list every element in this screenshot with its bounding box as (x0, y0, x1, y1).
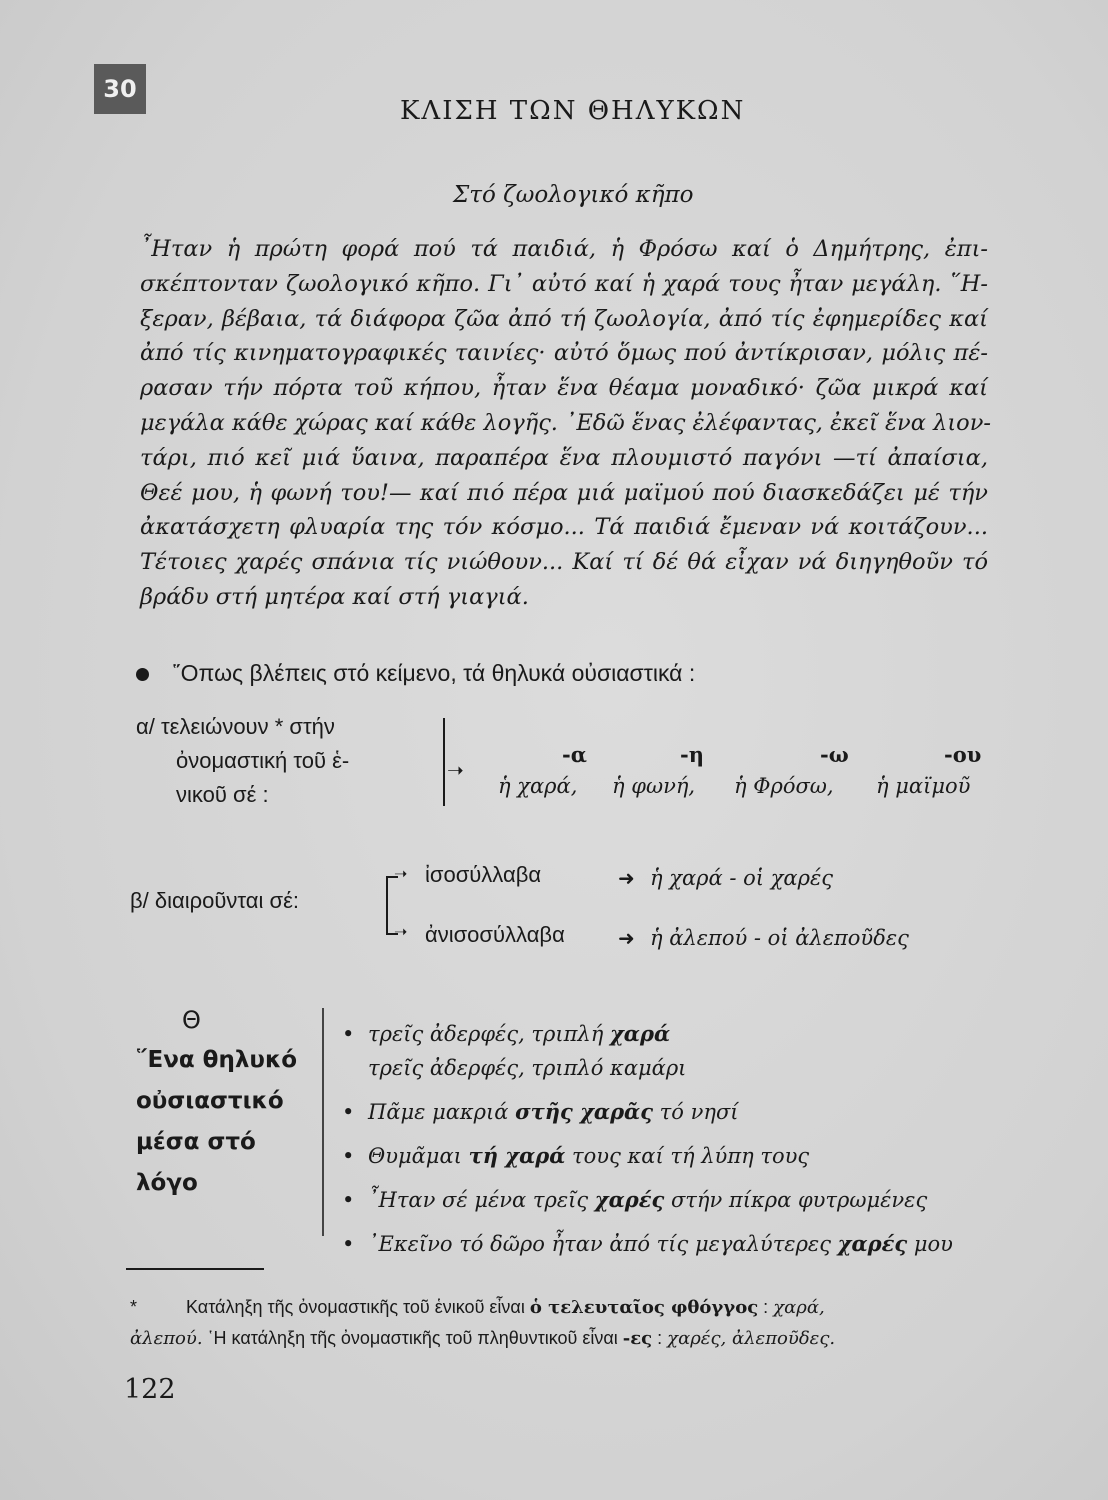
usage-heading-line: μέσα στό (136, 1129, 256, 1155)
section-a-line: ὀνομαστική τοῦ ἑ- (176, 748, 350, 773)
story-line: ἀκατάσχετη φλυαρία της τόν κόσμο... Τά παιδιά ἔμεναν νά κοιτάζουν... (140, 514, 988, 541)
bullet-dot-icon (136, 668, 149, 681)
usage-heading (136, 1040, 297, 1204)
story-line: ῏Ηταν ἡ πρώτη φορά πού τά παιδιά, ἡ Φρόσω καί ὁ Δημήτρης, ἐπι- (140, 236, 988, 262)
story-line: ρασαν τήν πόρτα τοῦ κήπου, ἦταν ἕνα θέαμα μοναδικό· ζῶα μικρά καί (140, 375, 988, 402)
story-line: ξεραν, βέβαια, τά διάφορα ζῶα ἀπό τή ζωολογία, ἀπό τίς ἐφημερίδες καί (140, 305, 988, 332)
footnote-rule (126, 1268, 264, 1270)
story-line: Θεέ μου, ἡ φωνή του!— καί πιό πέρα μιά μαϊμού πού διασκεδάζει μέ τήν (140, 479, 988, 506)
story-line: μεγάλα κάθε χώρας καί κάθε λογῆς. ᾿Εδῶ ἕνας ἐλέφαντας, ἐκεῖ ἕνα λιον- (140, 409, 991, 436)
footnote (130, 1292, 976, 1354)
section-b-bracket (386, 876, 388, 934)
usage-heading-line: οὐσιαστικό (136, 1088, 284, 1114)
theta-symbol: Θ (182, 1006, 201, 1034)
usage-example: • τρεῖς ἀδερφές, τριπλή χαρά (342, 1021, 671, 1046)
ending-o: -ω (820, 742, 849, 767)
usage-example: • Πᾶμε μακριά στῆς χαρᾶς τό νησί (342, 1099, 739, 1124)
isosyllaba-term: ἰσοσύλλαβα (425, 862, 542, 887)
section-a-label (136, 710, 349, 812)
arrow-right-icon: ➜ (618, 866, 635, 890)
story-line: τάρι, πιό κεῖ μιά ὕαινα, παραπέρα ἕνα πλουμιστό παγόνι —τί ἀπαίσια, (140, 444, 988, 471)
section-a-line: νικοῦ σέ : (176, 782, 269, 807)
arrow-right-icon: ➝ (447, 758, 464, 782)
usage-example: • Θυμᾶμαι τή χαρά τους καί τή λύπη τους (342, 1143, 810, 1168)
usage-heading-line: ῞Ενα θηλυκό (136, 1047, 298, 1073)
section-a-line: α/ τελειώνουν * στήν (136, 714, 335, 739)
story-title: Στό ζωολογικό κῆπο (453, 182, 694, 208)
story-line: βράδυ στή μητέρα καί στή γιαγιά. (140, 583, 529, 610)
story-line: Τέτοιες χαρές σπάνια τίς νιώθουν... Καί τί δέ θά εἶχαν νά διηγηθοῦν τό (140, 549, 988, 576)
isosyllaba-example: ἡ χαρά - οἱ χαρές (650, 866, 833, 890)
usage-examples (342, 1012, 953, 1266)
anisosyllaba-example: ἡ ἀλεπού - οἱ ἀλεποῦδες (650, 926, 909, 950)
example-ou: ἡ μαϊμοῦ (876, 774, 971, 798)
usage-example: • ᾿Εκεῖνο τό δῶρο ἦταν ἀπό τίς μεγαλύτερες χαρές μου (342, 1231, 953, 1256)
rules-intro-text: ῞Οπως βλέπεις στό κείμενο, τά θηλυκά οὐσιαστικά : (173, 660, 696, 686)
page-badge: 30 (94, 64, 146, 114)
usage-divider (322, 1008, 324, 1236)
anisosyllaba-term: ἀνισοσύλλαβα (425, 922, 565, 947)
usage-heading-line: λόγο (136, 1170, 198, 1196)
story-text (140, 232, 991, 615)
example-a: ἡ χαρά, (498, 774, 578, 798)
ending-ou: -ου (944, 742, 982, 767)
example-h: ἡ φωνή, (612, 774, 696, 798)
usage-example: • ῏Ηταν σέ μένα τρεῖς χαρές στήν πίκρα φυτρωμένες (342, 1187, 928, 1212)
page-number: 122 (124, 1374, 176, 1405)
arrow-right-icon: ➝ (394, 922, 408, 941)
usage-example: τρεῖς ἀδερφές, τριπλό καμάρι (368, 1056, 687, 1080)
section-b-label: β/ διαιροῦνται σέ: (130, 888, 299, 913)
example-o: ἡ Φρόσω, (734, 774, 834, 798)
story-line: ἀπό τίς κινηματογραφικές ταινίες· αὐτό ὅμως πού ἀντίκρισαν, μόλις πέ- (140, 340, 988, 367)
section-a-divider (443, 718, 445, 806)
arrow-right-icon: ➜ (618, 926, 635, 950)
chapter-title: ΚΛΙΣΗ ΤΩΝ ΘΗΛΥΚΩΝ (400, 96, 746, 126)
ending-h: -η (680, 742, 704, 767)
ending-a: -α (562, 742, 587, 767)
arrow-right-icon: ➝ (394, 864, 408, 883)
rules-intro (136, 660, 695, 687)
footnote-line: * Κατάληξη τῆς ὀνομαστικῆς τοῦ ἑνικοῦ εἶναι ὁ τελευταῖος φθόγγος : χαρά, (130, 1297, 825, 1318)
story-line: σκέπτονταν ζωολογικό κῆπο. Γι᾿ αὐτό καί ἡ χαρά τους ἦταν μεγάλη. ῞Η- (140, 270, 988, 297)
footnote-line: ἀλεπού. ῾Η κατάληξη τῆς ὀνομαστικῆς τοῦ πληθυντικοῦ εἶναι -ες : χαρές, ἀλεποῦδες. (130, 1328, 836, 1349)
